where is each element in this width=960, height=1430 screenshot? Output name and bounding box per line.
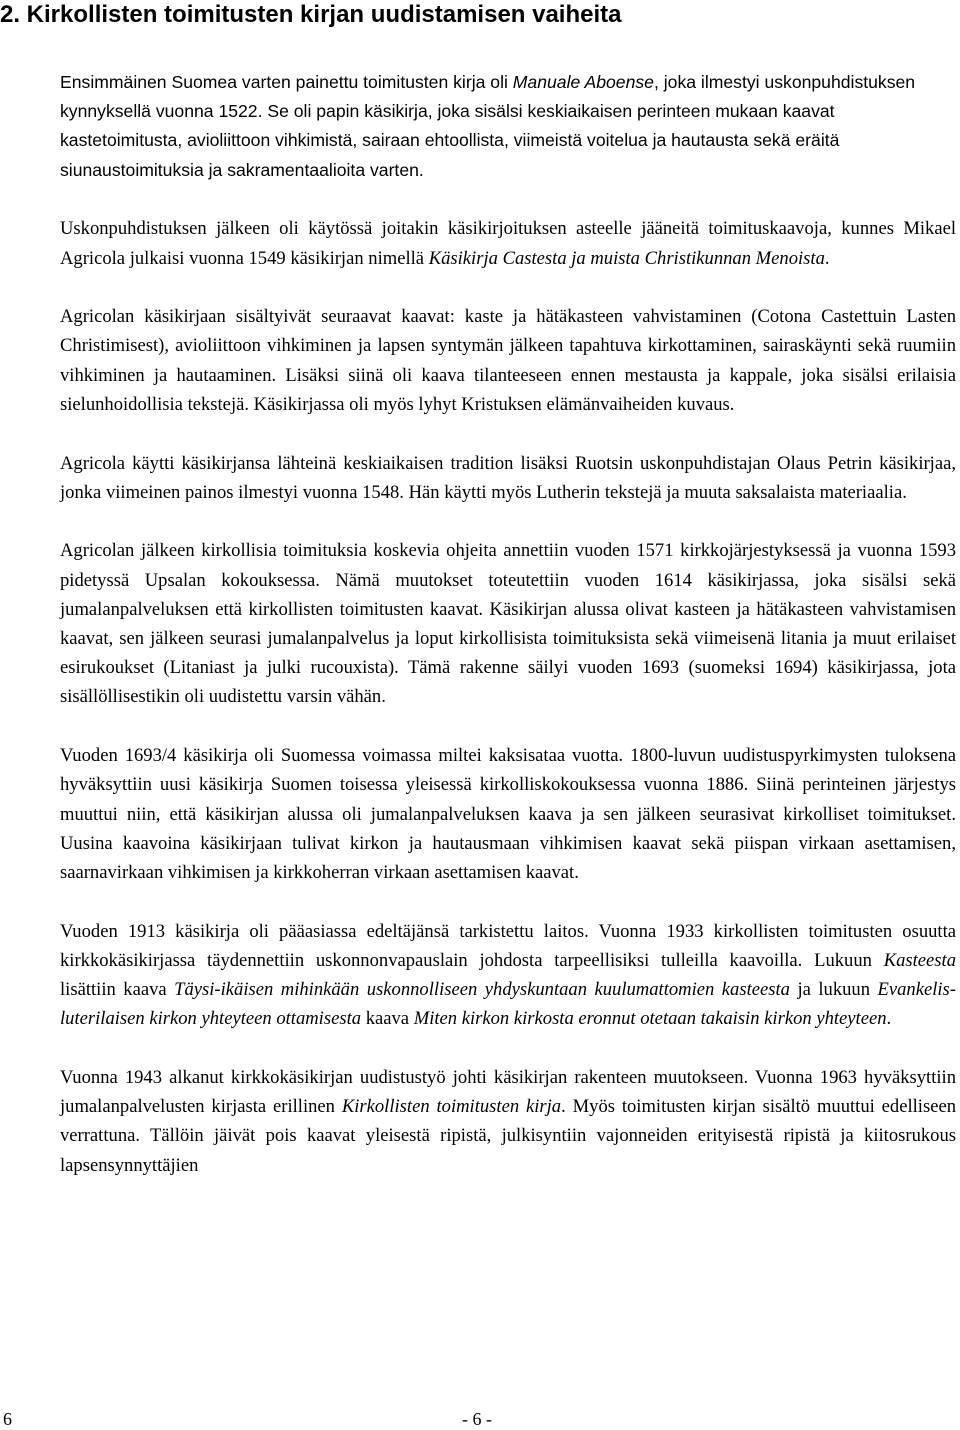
paragraph-8: Vuonna 1943 alkanut kirkkokäsikirjan uudistustyö johti käsikirjan rakenteen muutokseen. Vuonna 1963 hyväksyttiin jumalanpalvelusten kirjasta erillinen Kirkollisten toimitusten kirja. Myös toimitusten kirjan sisältö muuttui edelliseen verrattuna. Tällöin jäivät pois kaavat yleisestä ripistä, julkisyntiin vajonneiden erityisestä ripistä ja kiitosrukous lapsensynnyttäjien: [60, 1066, 957, 1176]
paragraph-1: [60, 68, 956, 185]
paragraph-1-text: Ensimmäinen Suomea varten painettu toimitusten kirja oli Manuale Aboense, joka ilmestyi uskonpuhdistuksen kynnyksellä vuonna 1522. Se oli papin käsikirja, joka sisälsi keskiaikaisen perinteen mukaan kaavat kastetoimitusta, avioliittoon vihkimistä, sairaan ehtoollista, viimeistä voitelua ja hautausta sekä eräitä siunaustoimituksia ja sakramentaalioita varten.: [60, 72, 916, 180]
paragraph-6: Vuoden 1693/4 käsikirja oli Suomessa voimassa miltei kaksisataa vuotta. 1800-luvun uudistuspyrkimysten tuloksena hyväksyttiin uusi käsikirja Suomen toisessa yleisessä kirkolliskokouksessa vuonna 1886. Siinä perinteinen järjestys muuttui niin, että käsikirjan alussa oli jumalanpalveluksen kaava ja sen jälkeen seurasivat kirkolliset toimitukset. Uusina kaavoina käsikirjaan tulivat kirkon ja hautausmaan vihkimisen kaavat sekä piispan virkaan asettamisen, saarnavirkaan vihkimisen ja kirkkoherran virkaan asettamisen kaavat.: [60, 745, 956, 883]
paragraph-7: Vuoden 1913 käsikirja oli pääasiassa edeltäjänsä tarkistettu laitos. Vuonna 1933 kirkollisten toimitusten osuutta kirkkokäsikirjassa täydennettiin uskonnonvapauslain johdosta tarpeellisiksi tulleilla kaavoilla. Lukuun Kasteesta lisättiin kaava Täysi-ikäisen mihinkään uskonnolliseen yhdyskuntaan kuulumattomien kasteesta ja lukuun Evankelis-luterilaisen kirkon yhteyteen ottamisesta kaava Miten kirkon kirkosta eronnut otetaan takaisin kirkon yhteyteen.: [60, 920, 956, 1030]
paragraph-2: Uskonpuhdistuksen jälkeen oli käytössä joitakin käsikirjoituksen asteelle jääneitä toimituskaavoja, kunnes Mikael Agricola julkaisi vuonna 1549 käsikirjan nimellä Käsikirja Castesta ja muista Christikunnan Menoista.: [60, 218, 956, 269]
section-heading: 2. Kirkollisten toimitusten kirjan uudistamisen vaiheita: [0, 1, 622, 28]
paragraph-5: Agricolan jälkeen kirkollisia toimituksia koskevia ohjeita annettiin vuoden 1571 kirkkojärjestyksessä ja vuonna 1593 pidetyssä Upsalan kokouksessa. Nämä muutokset toteutettiin vuoden 1614 käsikirjassa, joka sisälsi sekä jumalanpalveluksen että kirkollisten toimitusten kaavat. Käsikirjan alussa olivat kasteen ja hätäkasteen vahvistamisen kaavat, sen jälkeen seurasi jumalanpalvelus ja loput kirkollisista toimituksista sekä viimeisenä litania ja muut erilaiset esirukoukset (Litaniast ja julki rucouxista). Tämä rakenne säilyi vuoden 1693 (suomeksi 1694) käsikirjassa, jota sisällöllisestikin oli uudistettu varsin vähän.: [60, 540, 956, 708]
paragraph-4: Agricola käytti käsikirjansa lähteinä keskiaikaisen tradition lisäksi Ruotsin uskonpuhdistajan Olaus Petrin käsikirjaa, jonka viimeinen painos ilmestyi vuonna 1548. Hän käytti myös Lutherin tekstejä ja muuta saksalaista materiaalia.: [60, 452, 956, 503]
page-number-left: 6: [3, 1409, 12, 1429]
body-text: [60, 68, 956, 1180]
page-number-center: - 6 -: [462, 1409, 492, 1429]
paragraph-3: Agricolan käsikirjaan sisältyivät seuraavat kaavat: kaste ja hätäkasteen vahvistaminen (Cotona Castettuin Lasten Christimisest), avioliittoon vihkiminen ja lapsen syntymän jälkeen tapahtuva kirkottaminen, sairaskäynti sekä ruumiin vihkiminen ja hautaaminen. Lisäksi siinä oli kaava tilanteeseen ennen mestausta ja kappale, joka sisälsi erilaisia sielunhoidollisia tekstejä. Käsikirjassa oli myös lyhyt Kristuksen elämänvaiheiden kuvaus.: [60, 306, 956, 415]
